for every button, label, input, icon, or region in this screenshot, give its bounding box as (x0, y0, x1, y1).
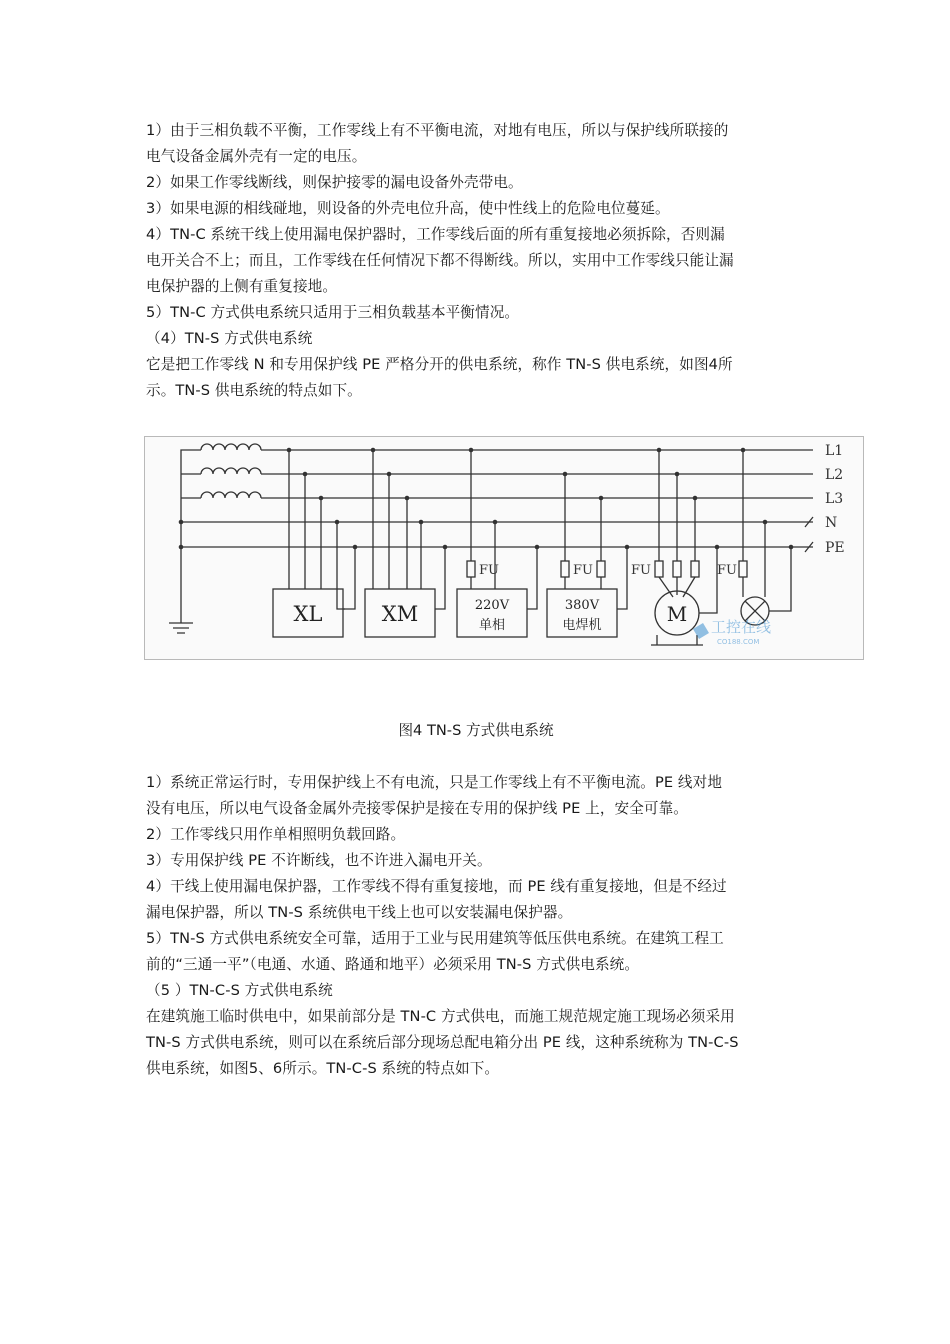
text-line: 电保护器的上侧有重复接地。 (146, 278, 338, 295)
text-line: 电气设备金属外壳有一定的电压。 (146, 148, 367, 165)
motor-wires (659, 450, 695, 561)
text-line: 2）如果工作零线断线，则保护接零的漏电设备外壳带电。 (146, 174, 523, 191)
fuse-single-phase (467, 561, 475, 577)
watermark-text: 工控在线 (711, 618, 772, 636)
star-point-wire (181, 450, 201, 498)
motor-pe-wire (699, 547, 717, 613)
text-line: 4）干线上使用漏电保护器，工作零线不得有重复接地，而 PE 线有重复接地，但是不经过 (146, 878, 727, 895)
xl-pe-wire (343, 547, 355, 609)
xl-label: XL (293, 602, 323, 626)
xm-wires (373, 450, 421, 589)
bus-label-n: N (825, 515, 838, 531)
bus-label-pe: PE (825, 540, 845, 556)
text-line: 供电系统，如图5、6所示。TN-C-S 系统的特点如下。 (146, 1060, 500, 1077)
text-line: 5）TN-C 方式供电系统只适用于三相负载基本平衡情况。 (146, 304, 520, 321)
welder-wires (565, 474, 601, 561)
tn-s-wiring-diagram (144, 436, 864, 660)
transformer-coil-l2 (201, 468, 261, 474)
welder-pe-wire (617, 547, 627, 609)
xm-label: XM (381, 602, 419, 626)
text-line: 前的“三通一平”（电通、水通、路通和地平）必须采用 TN-S 方式供电系统。 (146, 956, 640, 973)
fuse-label: FU (479, 563, 499, 578)
single-phase-voltage: 220V (474, 598, 510, 613)
single-phase-label: 单相 (478, 618, 506, 633)
wiring-diagram-svg (145, 437, 863, 659)
text-line: 3）专用保护线 PE 不许断线，也不许进入漏电开关。 (146, 852, 492, 869)
text-line: 1）系统正常运行时，专用保护线上不有电流，只是工作零线上有不平衡电流。PE 线对地 (146, 774, 723, 791)
fuse-motor-3 (691, 561, 699, 577)
text-line: 3）如果电源的相线碰地，则设备的外壳电位升高，使中性线上的危险电位蔓延。 (146, 200, 670, 217)
text-line: 5）TN-S 方式供电系统安全可靠，适用于工业与民用建筑等低压供电系统。在建筑工程工 (146, 930, 724, 947)
bus-label-l2: L2 (825, 467, 844, 483)
bus-label-l3: L3 (825, 491, 844, 507)
section-heading-tn-s: （4）TN-S 方式供电系统 (146, 330, 313, 347)
text-line: 1）由于三相负载不平衡，工作零线上有不平衡电流，对地有电压，所以与保护线所联接的 (146, 122, 729, 139)
lamp-wires (743, 450, 765, 597)
single-phase-pe-wire (527, 547, 537, 609)
text-line: 4）TN-C 系统干线上使用漏电保护器时，工作零线后面的所有重复接地必须拆除，否则漏 (146, 226, 725, 243)
text-line: 漏电保护器，所以 TN-S 系统供电干线上也可以安装漏电保护器。 (146, 904, 573, 921)
tn-s-notes (146, 770, 811, 1082)
watermark-subtext: CO188.COM (717, 638, 760, 646)
xm-pe-wire (435, 547, 445, 609)
welder-voltage: 380V (564, 598, 600, 613)
text-line: 电开关合不上；而且，工作零线在任何情况下都不得断线。所以，实用中工作零线只能让漏 (146, 252, 734, 269)
fuse-label: FU (717, 563, 737, 578)
fuse-lamp (739, 561, 747, 577)
welder-label: 电焊机 (562, 618, 602, 633)
watermark (693, 618, 771, 646)
tn-c-notes (146, 118, 811, 404)
motor-label: M (666, 602, 688, 626)
ground-symbol (169, 623, 193, 633)
text-line: 在建筑施工临时供电中，如果前部分是 TN-C 方式供电，而施工规范规定施工现场必须采用 (146, 1008, 735, 1025)
text-line: TN-S 方式供电系统，则可以在系统后部分现场总配电箱分出 PE 线，这种系统称为 TN-C-S (146, 1034, 739, 1051)
text-line: 没有电压，所以电气设备金属外壳接零保护是接在专用的保护线 PE 上，安全可靠。 (146, 800, 688, 817)
fuse-welder-1 (561, 561, 569, 577)
fuse-label: FU (573, 563, 593, 578)
section-heading-tn-c-s: （5 ）TN-C-S 方式供电系统 (146, 982, 333, 999)
motor-base (651, 635, 703, 645)
bus-label-l1: L1 (825, 443, 844, 459)
fuse-welder-2 (597, 561, 605, 577)
lamp-pe-wire (769, 547, 791, 611)
transformer-coil-l3 (201, 492, 261, 498)
fuse-motor-2 (673, 561, 681, 577)
text-line: 它是把工作零线 N 和专用保护线 PE 严格分开的供电系统，称作 TN-S 供电系统，如图4所 (146, 356, 733, 373)
text-line: 2）工作零线只用作单相照明负载回路。 (146, 826, 406, 843)
fuse-label: FU (631, 563, 651, 578)
figure-caption: 图4 TN-S 方式供电系统 (398, 722, 554, 739)
text-line: 示。TN-S 供电系统的特点如下。 (146, 382, 362, 399)
transformer-coil-l1 (201, 444, 261, 450)
fuse-motor-1 (655, 561, 663, 577)
